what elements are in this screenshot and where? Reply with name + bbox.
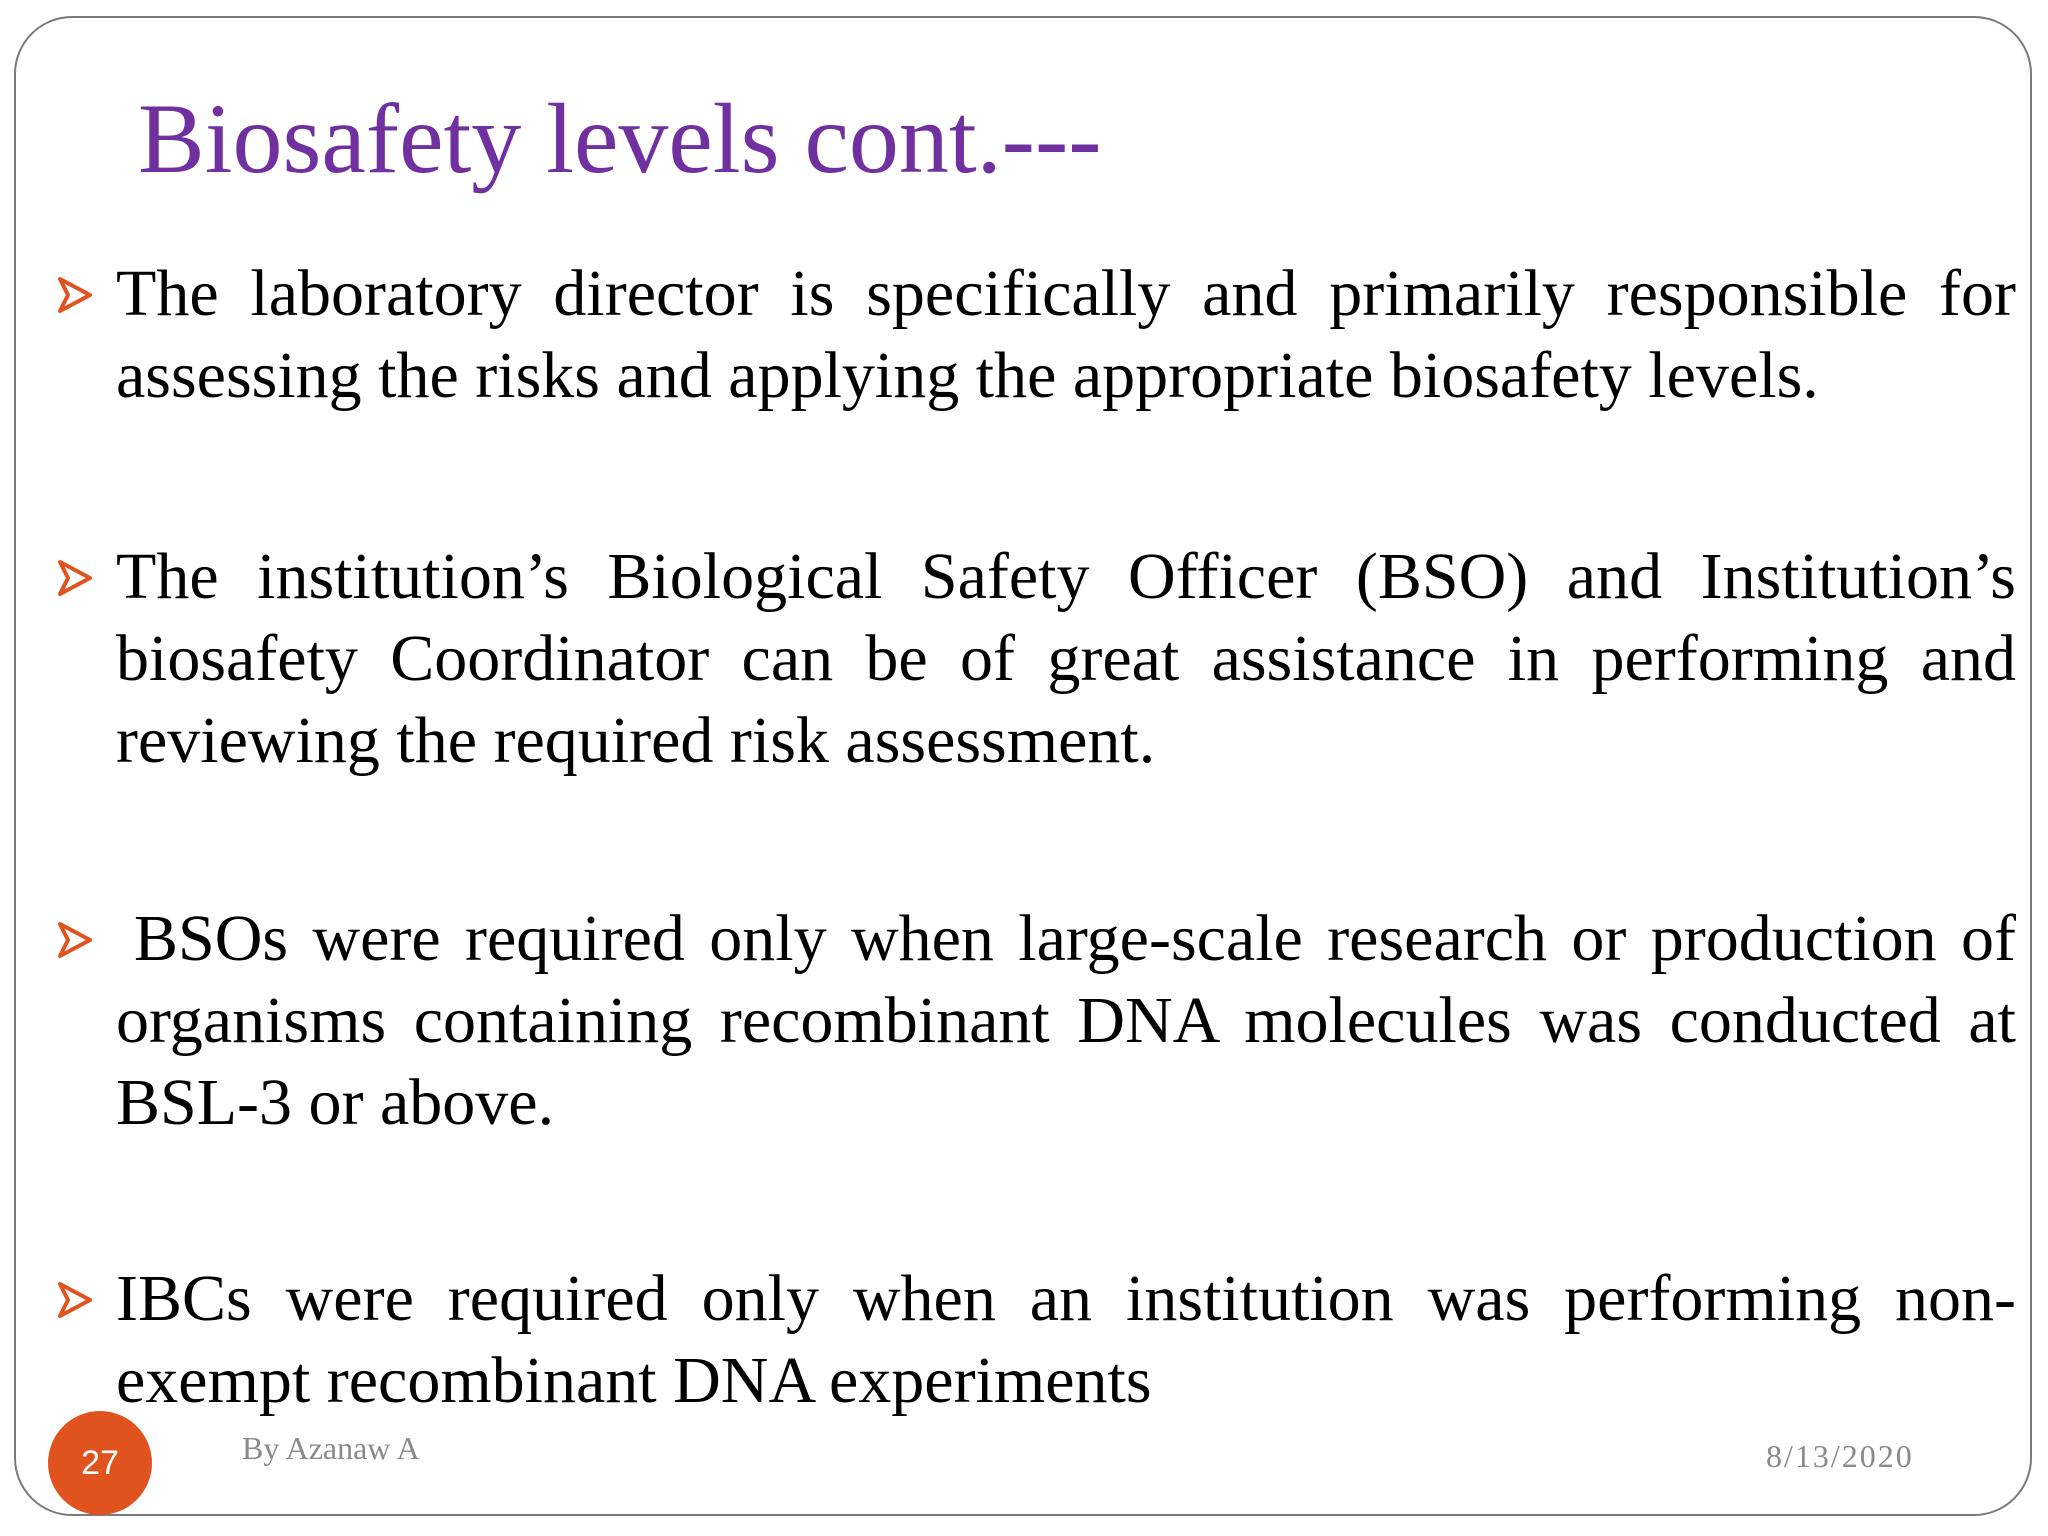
slide [14, 16, 2032, 1516]
arrow-bullet-icon [56, 910, 96, 970]
arrow-bullet-icon [56, 265, 96, 325]
bullet-text: The institution’s Biological Safety Officer (BSO) and Institution’s biosafety Coordinator can be of great assistance in performing and reviewing the required risk assessment. [116, 540, 2016, 777]
footer-date: 8/13/2020 [1766, 1438, 1914, 1474]
arrow-bullet-icon [56, 548, 96, 608]
footer-author: By Azanaw A [242, 1430, 420, 1466]
arrow-bullet-icon [56, 1270, 96, 1330]
bullet-text: IBCs were required only when an institution was performing non-exempt recombinant DNA experiments [116, 1262, 2016, 1417]
page-number-badge: 27 [48, 1411, 152, 1515]
slide-title: Biosafety levels cont.--- [138, 83, 1102, 194]
bullet-text: The laboratory director is specifically and primarily responsible for assessing the risks and applying the appropriate biosafety levels. [116, 257, 2016, 412]
bullet-text: BSOs were required only when large-scale research or production of organisms containing recombinant DNA molecules was conducted at BSL-3 or above. [116, 902, 2016, 1139]
